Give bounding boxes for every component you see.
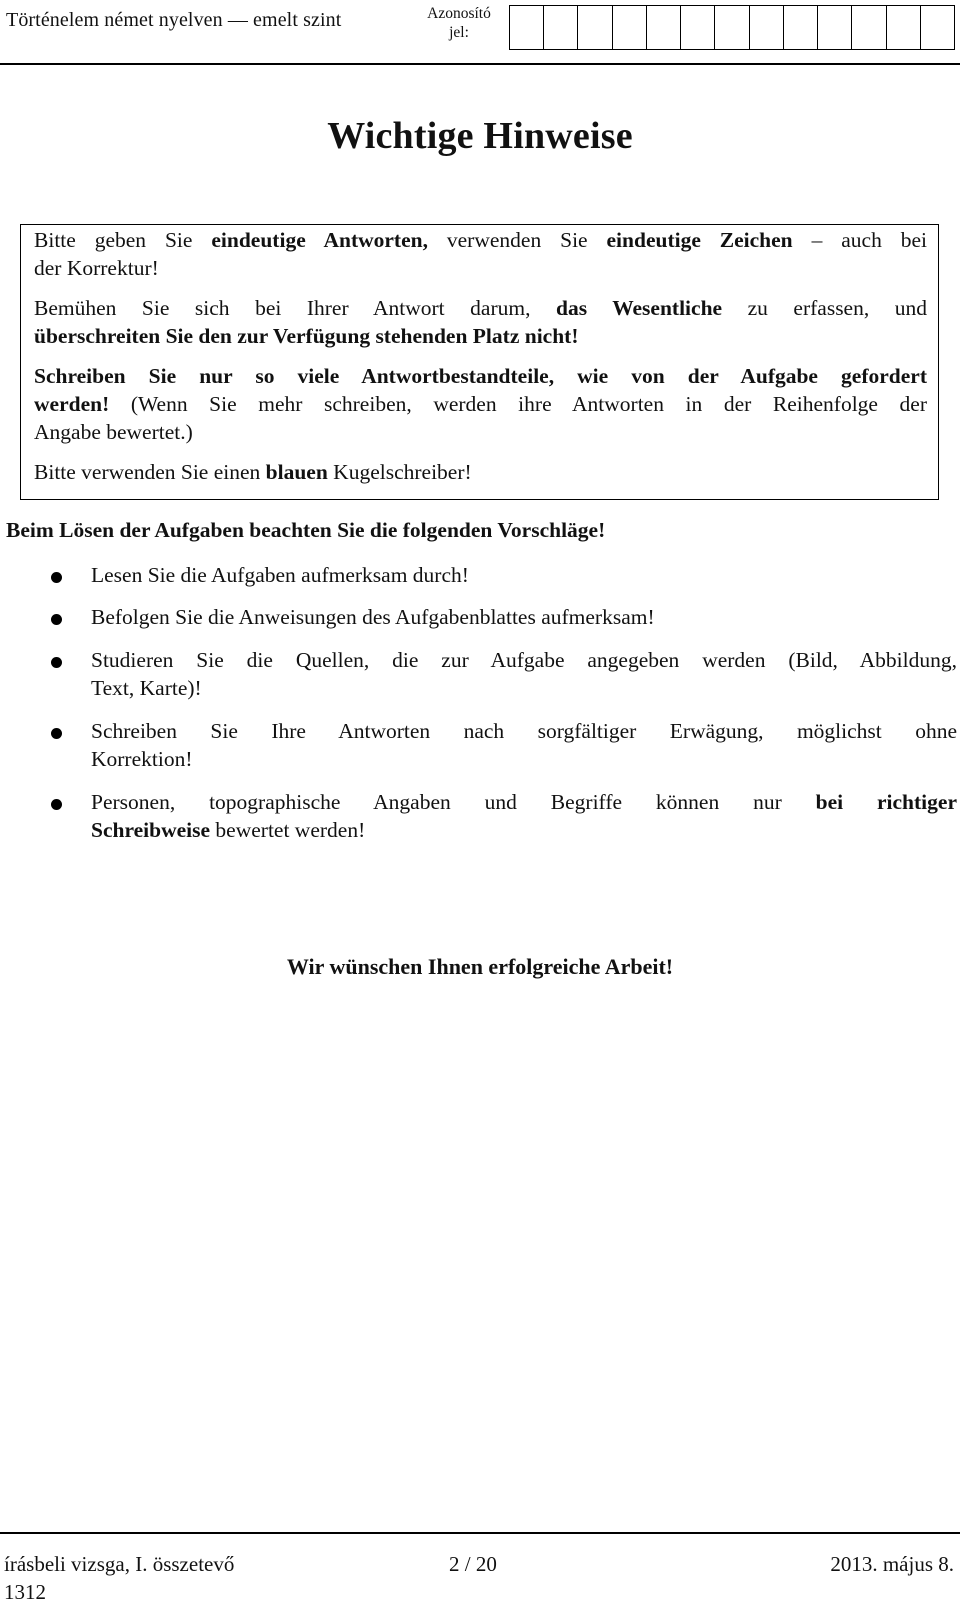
id-digit-box[interactable] (852, 6, 886, 49)
id-label-line1: Azonosító (427, 5, 491, 22)
id-digit-box[interactable] (715, 6, 749, 49)
tip-3-line-2: Text, Karte)! (91, 676, 202, 700)
bullet-icon (51, 728, 62, 739)
footer-date: 2013. május 8. (830, 1552, 954, 1576)
tip-2: Befolgen Sie die Anweisungen des Aufgabenblattes aufmerksam! (91, 605, 655, 629)
exam-title: Történelem német nyelven — emelt szint (6, 9, 342, 31)
id-digit-box[interactable] (647, 6, 681, 49)
id-label (419, 4, 499, 42)
bullet-icon (51, 572, 62, 583)
closing-wish: Wir wünschen Ihnen erfolgreiche Arbeit! (286, 954, 674, 979)
notice-line-6: werden! (Wenn Sie mehr schreiben, werden ihre Antworten in der Reihenfolge der (34, 392, 927, 416)
id-digit-box[interactable] (544, 6, 578, 49)
notice-line-2: der Korrektur! (34, 256, 159, 280)
id-digit-box[interactable] (578, 6, 612, 49)
bullet-icon (51, 799, 62, 810)
footer-rule (0, 1532, 960, 1534)
id-digit-box[interactable] (613, 6, 647, 49)
notice-line-3: Bemühen Sie sich bei Ihrer Antwort darum, das Wesentliche zu erfassen, und (34, 296, 927, 320)
tip-4-line-1: Schreiben Sie Ihre Antworten nach sorgfältiger Erwägung, möglichst ohne (91, 719, 957, 743)
id-digit-box[interactable] (784, 6, 818, 49)
header-rule (0, 63, 960, 65)
tip-1: Lesen Sie die Aufgaben aufmerksam durch! (91, 563, 469, 587)
page-title: Wichtige Hinweise (327, 115, 633, 157)
bullet-icon (51, 614, 62, 625)
notice-line-1: Bitte geben Sie eindeutige Antworten, verwenden Sie eindeutige Zeichen – auch bei (34, 228, 927, 252)
id-digit-box[interactable] (887, 6, 921, 49)
id-digit-box[interactable] (681, 6, 715, 49)
id-label-line2: jel: (449, 24, 469, 41)
footer-page-number: 2 / 20 (449, 1552, 497, 1576)
footer-exam-part: írásbeli vizsga, I. összetevő (4, 1552, 235, 1576)
tip-4-line-2: Korrektion! (91, 747, 193, 771)
tip-5-line-2: Schreibweise bewertet werden! (91, 818, 366, 842)
id-digit-box[interactable] (510, 6, 544, 49)
id-digit-box[interactable] (921, 6, 954, 49)
bullet-icon (51, 657, 62, 668)
tip-5-line-1: Personen, topographische Angaben und Begriffe können nur bei richtiger (91, 790, 957, 814)
id-digit-box[interactable] (750, 6, 784, 49)
notice-line-5: Schreiben Sie nur so viele Antwortbestandteile, wie von der Aufgabe gefordert (34, 364, 927, 388)
notice-line-8: Bitte verwenden Sie einen blauen Kugelschreiber! (34, 460, 472, 484)
tips-heading: Beim Lösen der Aufgaben beachten Sie die folgenden Vorschläge! (6, 518, 606, 542)
tip-3-line-1: Studieren Sie die Quellen, die zur Aufgabe angegeben werden (Bild, Abbildung, (91, 648, 957, 672)
footer-code: 1312 (4, 1580, 46, 1604)
notice-line-7: Angabe bewertet.) (34, 420, 193, 444)
id-digit-box[interactable] (818, 6, 852, 49)
notice-line-4: überschreiten Sie den zur Verfügung stehenden Platz nicht! (34, 324, 579, 348)
id-boxes[interactable] (509, 5, 955, 50)
